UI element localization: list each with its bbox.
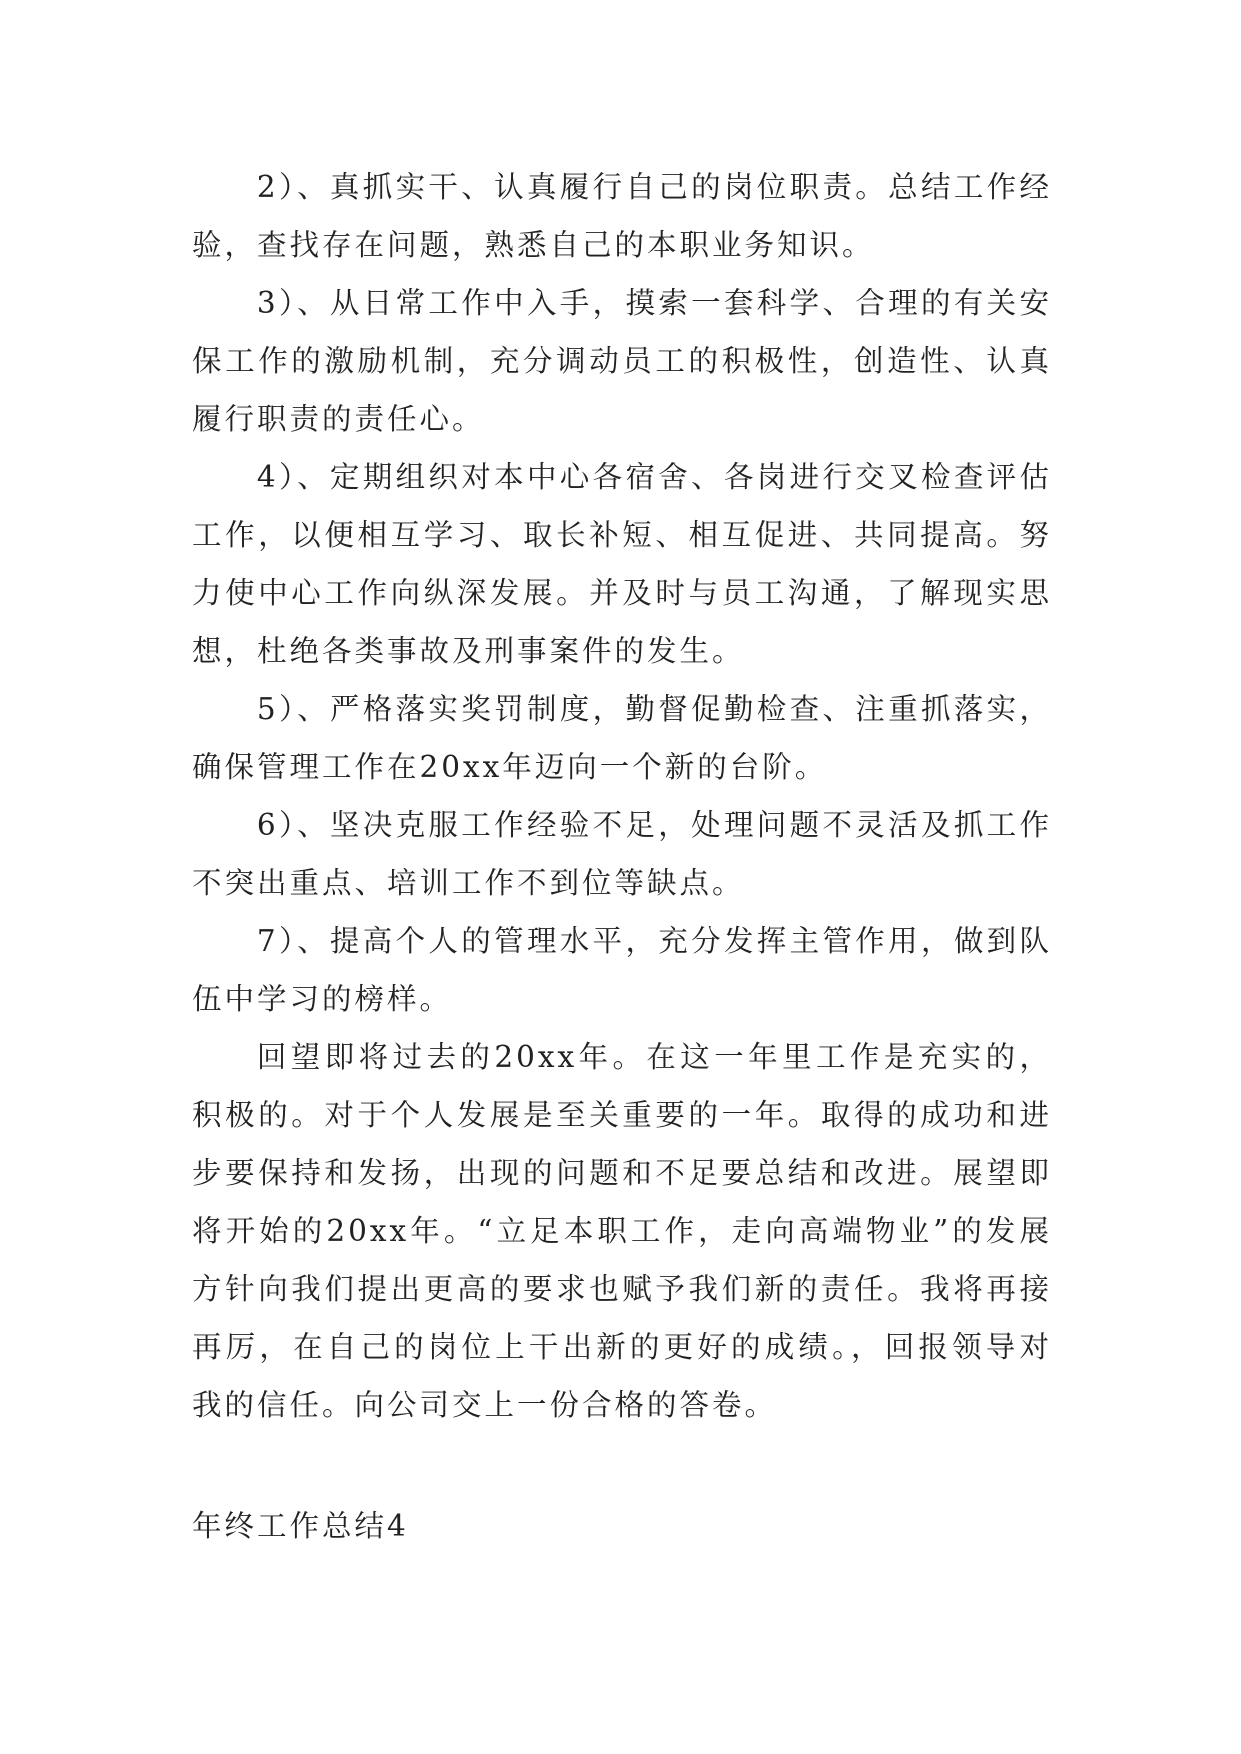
section-heading: 年终工作总结4 bbox=[192, 1509, 409, 1543]
paragraph-item-6: 6）、坚决克服工作经验不足，处理问题不灵活及抓工作不突出重点、培训工作不到位等缺点。 bbox=[192, 808, 1052, 900]
paragraph-item-2: 2）、真抓实干、认真履行自己的岗位职责。总结工作经验，查找存在问题，熟悉自己的本职业务知识。 bbox=[192, 170, 1052, 262]
closing-paragraph: 回望即将过去的20xx年。在这一年里工作是充实的，积极的。对于个人发展是至关重要的一年。取得的成功和进步要保持和发扬，出现的问题和不足要总结和改进。展望即将开始的20xx年。“立足本职工作，走向高端物业”的发展方针向我们提出更高的要求也赋予我们新的责任。我将再接再厉，在自己的岗位上干出新的更好的成绩。，回报领导对我的信任。向公司交上一份合格的答卷。 bbox=[192, 1040, 1052, 1422]
paragraph-item-4: 4）、定期组织对本中心各宿舍、各岗进行交叉检查评估工作，以便相互学习、取长补短、相互促进、共同提高。努力使中心工作向纵深发展。并及时与员工沟通，了解现实思想，杜绝各类事故及刑事案件的发生。 bbox=[192, 460, 1052, 668]
paragraph-item-7: 7）、提高个人的管理水平，充分发挥主管作用，做到队伍中学习的榜样。 bbox=[192, 924, 1052, 1016]
paragraph-item-3: 3）、从日常工作中入手，摸索一套科学、合理的有关安保工作的激励机制，充分调动员工的积极性，创造性、认真履行职责的责任心。 bbox=[192, 286, 1052, 436]
paragraph-item-5: 5）、严格落实奖罚制度，勤督促勤检查、注重抓落实，确保管理工作在20xx年迈向一个新的台阶。 bbox=[192, 692, 1052, 784]
document-body bbox=[192, 158, 1052, 1434]
